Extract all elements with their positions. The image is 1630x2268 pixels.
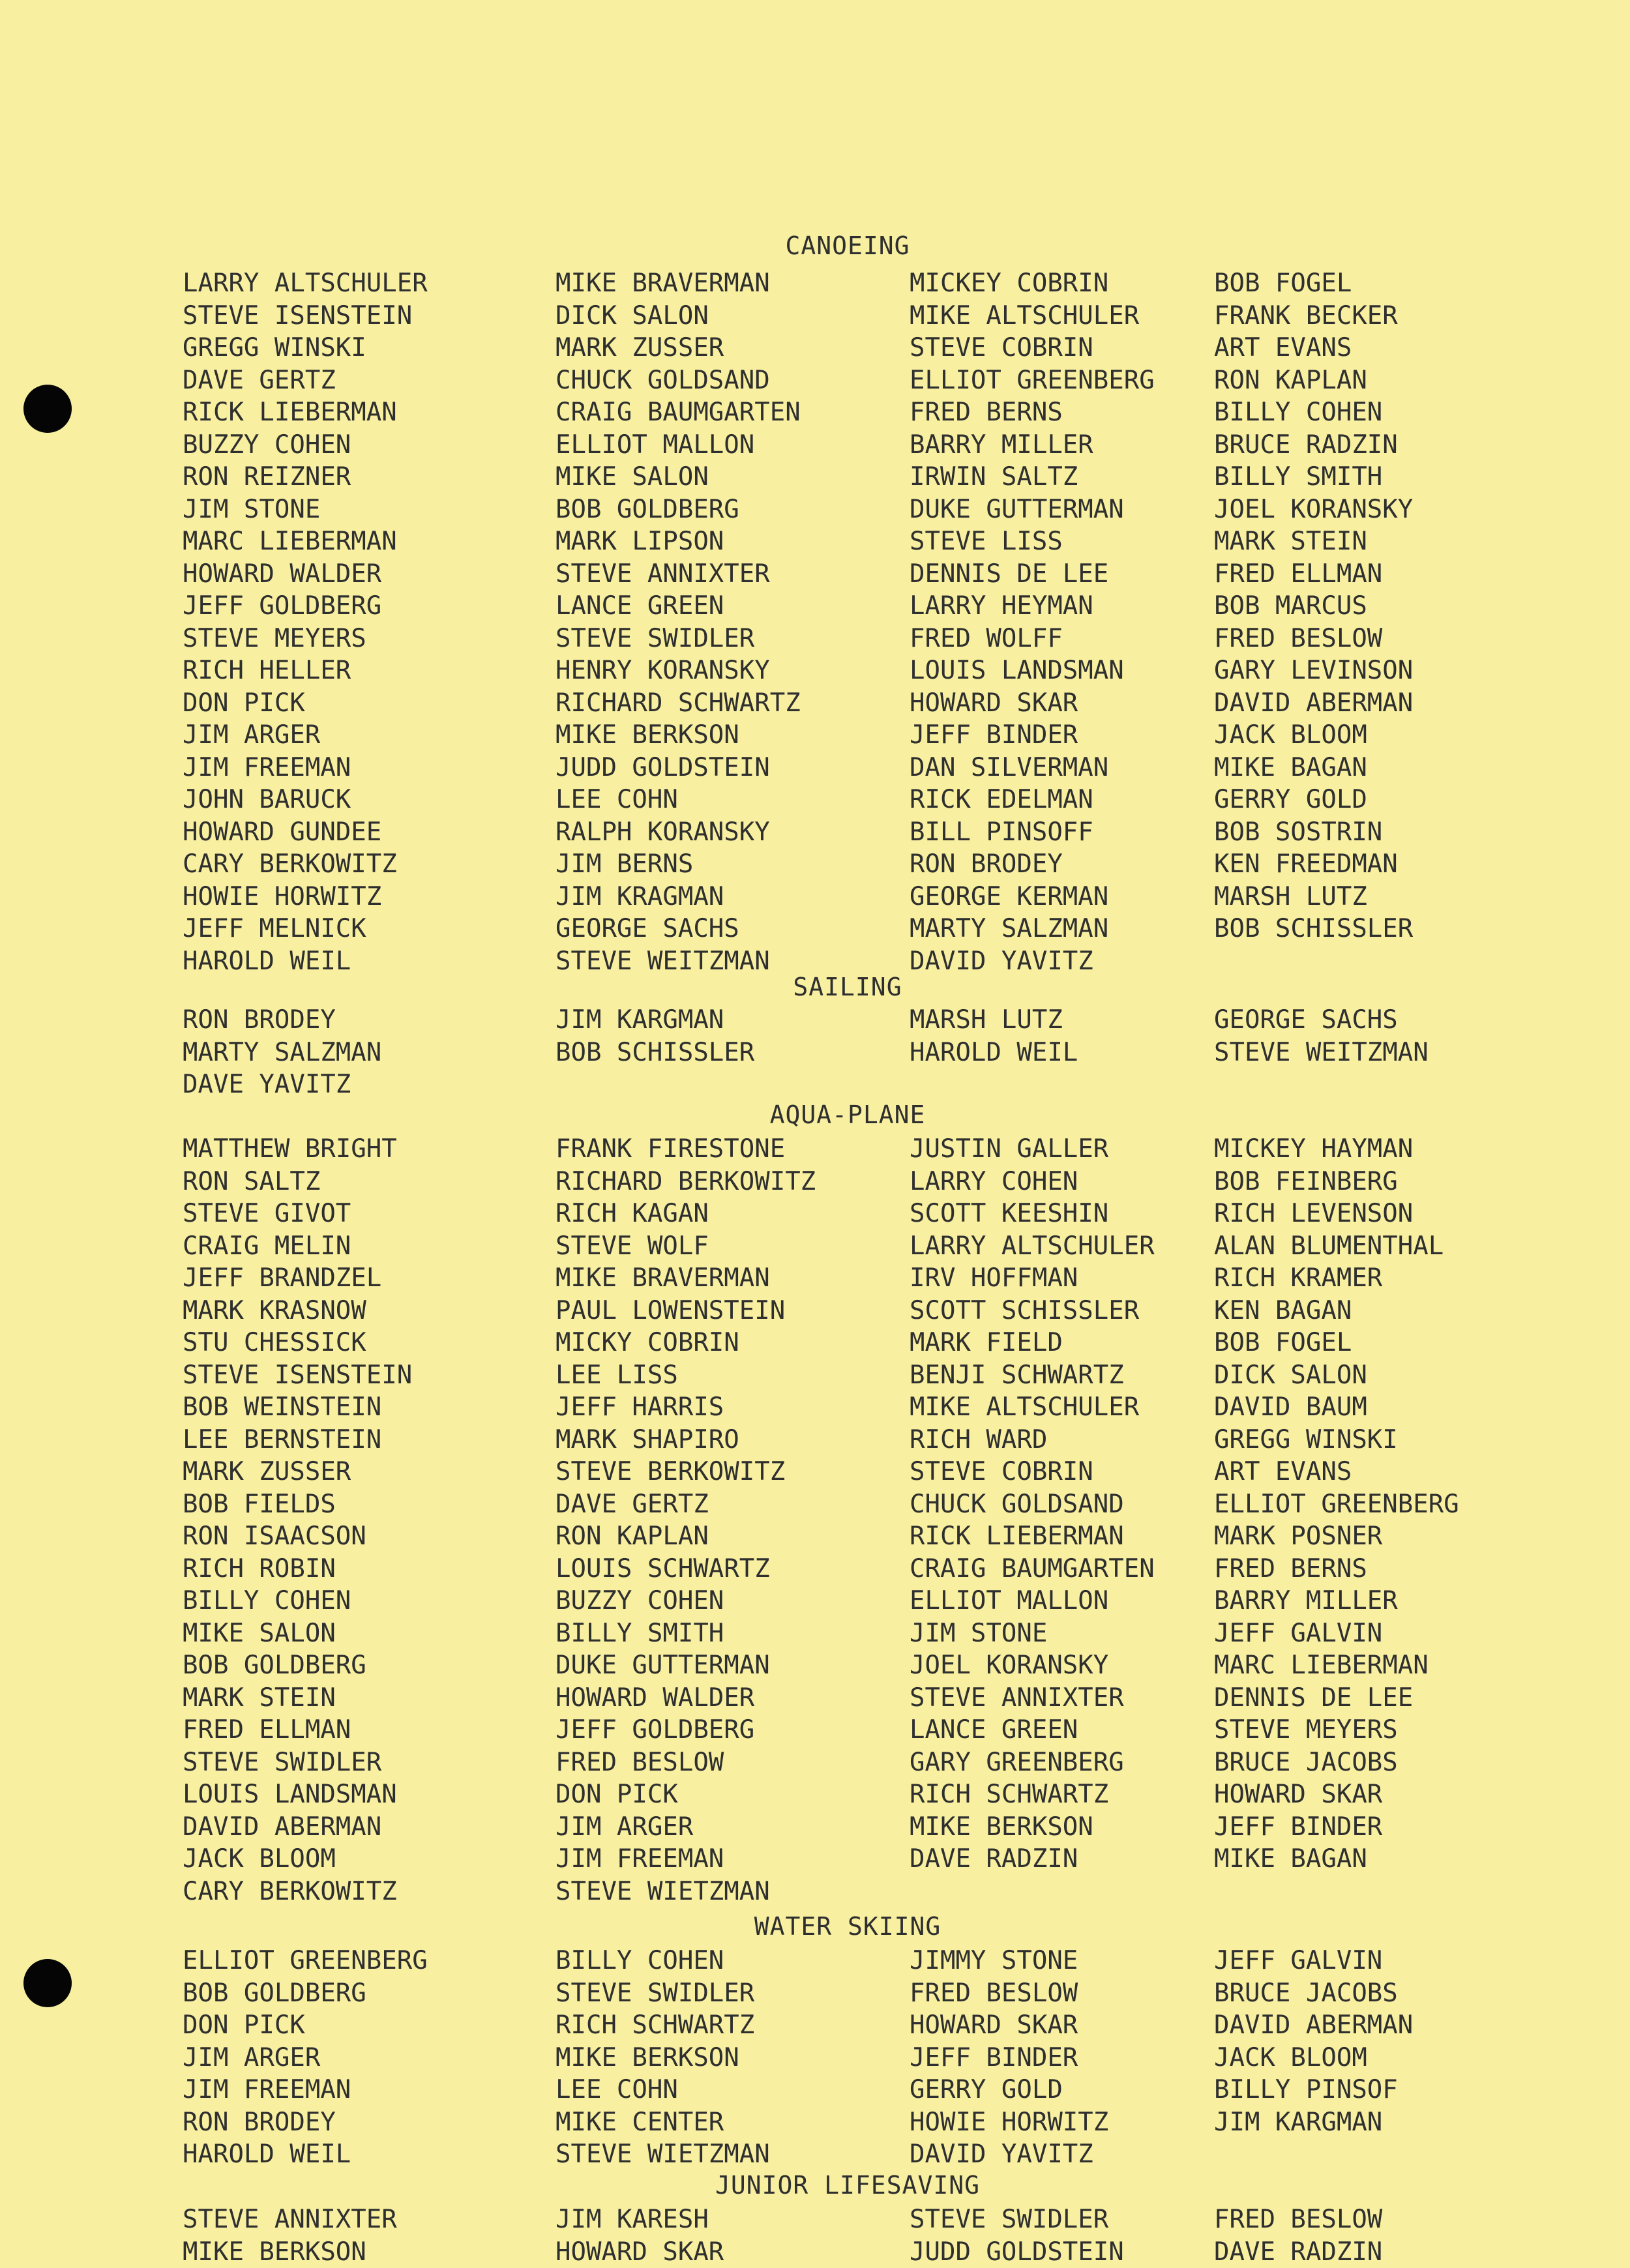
camper-name: BOB FOGEL xyxy=(1214,1327,1566,1359)
camper-name: STEVE SWIDLER xyxy=(910,2203,1262,2236)
camper-name: MICKEY HAYMAN xyxy=(1214,1133,1566,1166)
camper-name: MIKE BRAVERMAN xyxy=(556,1262,908,1295)
camper-name: STEVE GIVOT xyxy=(183,1198,535,1230)
camper-name: RICK LIEBERMAN xyxy=(183,396,535,429)
camper-name: LARRY COHEN xyxy=(910,1166,1262,1198)
camper-name: MIKE BERKSON xyxy=(183,2236,535,2268)
camper-name: BARRY MILLER xyxy=(1214,1585,1566,1617)
camper-name: JOEL KORANSKY xyxy=(1214,493,1566,526)
camper-name: JIM FREEMAN xyxy=(556,1843,908,1876)
camper-name: HOWARD WALDER xyxy=(556,1682,908,1715)
name-column xyxy=(910,1133,1262,1876)
camper-name: RON BRODEY xyxy=(183,2106,535,2139)
camper-name: LOUIS LANDSMAN xyxy=(183,1778,535,1811)
name-column xyxy=(910,1004,1262,1068)
camper-name: BILLY COHEN xyxy=(556,1945,908,1977)
camper-name: BOB GOLDBERG xyxy=(183,1977,535,2010)
camper-name: STEVE COBRIN xyxy=(910,332,1262,364)
camper-name: JEFF BRANDZEL xyxy=(183,1262,535,1295)
name-column xyxy=(183,1004,535,1101)
camper-name: MIKE ALTSCHULER xyxy=(910,1391,1262,1424)
name-column xyxy=(1214,267,1566,945)
camper-name: ELLIOT GREENBERG xyxy=(183,1945,535,1977)
camper-name: FRED ELLMAN xyxy=(183,1714,535,1746)
camper-name: JEFF GALVIN xyxy=(1214,1617,1566,1650)
camper-name: DAVE YAVITZ xyxy=(183,1068,535,1101)
section-heading: SAILING xyxy=(0,973,1630,1001)
camper-name: MIKE BAGAN xyxy=(1214,752,1566,784)
camper-name: JIM KARGMAN xyxy=(556,1004,908,1037)
camper-name: DAVID ABERMAN xyxy=(183,1811,535,1844)
camper-name: STEVE WIETZMAN xyxy=(556,2138,908,2171)
camper-name: MARTY SALZMAN xyxy=(183,1037,535,1069)
camper-name: STEVE WEITZMAN xyxy=(556,945,908,978)
camper-name: RON SALTZ xyxy=(183,1166,535,1198)
camper-name: ART EVANS xyxy=(1214,332,1566,364)
camper-name: HOWIE HORWITZ xyxy=(183,881,535,913)
camper-name: FRED BESLOW xyxy=(556,1746,908,1779)
camper-name: JIM BERNS xyxy=(556,848,908,881)
camper-name: RON ISAACSON xyxy=(183,1520,535,1553)
camper-name: BILL PINSOFF xyxy=(910,816,1262,849)
camper-name: SCOTT KEESHIN xyxy=(910,1198,1262,1230)
camper-name: RICK EDELMAN xyxy=(910,784,1262,816)
camper-name: JEFF BINDER xyxy=(1214,1811,1566,1844)
camper-name: LEE LISS xyxy=(556,1359,908,1392)
camper-name: DENNIS DE LEE xyxy=(1214,1682,1566,1715)
camper-name: JEFF BINDER xyxy=(910,2042,1262,2074)
camper-name: STEVE WOLF xyxy=(556,1230,908,1263)
camper-name: RICH LEVENSON xyxy=(1214,1198,1566,1230)
camper-name: RICK LIEBERMAN xyxy=(910,1520,1262,1553)
camper-name: DUKE GUTTERMAN xyxy=(910,493,1262,526)
camper-name: STEVE ANNIXTER xyxy=(183,2203,535,2236)
camper-name: LOUIS SCHWARTZ xyxy=(556,1553,908,1585)
camper-name: JUDD GOLDSTEIN xyxy=(910,2236,1262,2268)
camper-name: HAROLD WEIL xyxy=(910,1037,1262,1069)
camper-name: JIM FREEMAN xyxy=(183,2074,535,2106)
camper-name: MARK STEIN xyxy=(1214,525,1566,558)
camper-name: JIM FREEMAN xyxy=(183,752,535,784)
camper-name: LARRY ALTSCHULER xyxy=(910,1230,1262,1263)
name-column xyxy=(910,2203,1262,2268)
camper-name: HOWARD WALDER xyxy=(183,558,535,591)
camper-name: LANCE GREEN xyxy=(556,590,908,623)
camper-name: FRED BERNS xyxy=(910,396,1262,429)
camper-name: ALAN BLUMENTHAL xyxy=(1214,1230,1566,1263)
camper-name: STEVE BERKOWITZ xyxy=(556,1456,908,1488)
camper-name: JEFF GOLDBERG xyxy=(183,590,535,623)
camper-name: MARC LIEBERMAN xyxy=(183,525,535,558)
camper-name: DAVID YAVITZ xyxy=(910,945,1262,978)
camper-name: DAVE GERTZ xyxy=(183,364,535,397)
camper-name: RICH SCHWARTZ xyxy=(556,2009,908,2042)
camper-name: FRED BESLOW xyxy=(1214,623,1566,655)
camper-name: FRED BESLOW xyxy=(910,1977,1262,2010)
camper-name: RON BRODEY xyxy=(910,848,1262,881)
camper-name: CHUCK GOLDSAND xyxy=(910,1488,1262,1521)
camper-name: STEVE ISENSTEIN xyxy=(183,1359,535,1392)
camper-name: MARK ZUSSER xyxy=(556,332,908,364)
camper-name: CRAIG MELIN xyxy=(183,1230,535,1263)
camper-name: STEVE WIETZMAN xyxy=(556,1876,908,1908)
camper-name: HOWARD SKAR xyxy=(910,2009,1262,2042)
camper-name: HOWIE HORWITZ xyxy=(910,2106,1262,2139)
camper-name: LEE COHN xyxy=(556,2074,908,2106)
camper-name: STEVE LISS xyxy=(910,525,1262,558)
camper-name: DON PICK xyxy=(556,1778,908,1811)
camper-name: BRUCE RADZIN xyxy=(1214,429,1566,462)
camper-name: LEE COHN xyxy=(556,784,908,816)
camper-name: GARY LEVINSON xyxy=(1214,655,1566,687)
camper-name: JIM KRAGMAN xyxy=(556,881,908,913)
camper-name: MICKY COBRIN xyxy=(556,1327,908,1359)
name-column xyxy=(910,1945,1262,2171)
camper-name: JIM STONE xyxy=(183,493,535,526)
name-column xyxy=(1214,1133,1566,1876)
section-heading: JUNIOR LIFESAVING xyxy=(0,2171,1630,2200)
section-heading: AQUA-PLANE xyxy=(0,1100,1630,1129)
camper-name: BOB GOLDBERG xyxy=(556,493,908,526)
camper-name: LARRY ALTSCHULER xyxy=(183,267,535,300)
camper-name: BOB FEINBERG xyxy=(1214,1166,1566,1198)
camper-name: JEFF HARRIS xyxy=(556,1391,908,1424)
camper-name: FRED WOLFF xyxy=(910,623,1262,655)
camper-name: ART EVANS xyxy=(1214,1456,1566,1488)
camper-name: BILLY COHEN xyxy=(183,1585,535,1617)
camper-name: MIKE BERKSON xyxy=(556,2042,908,2074)
camper-name: MIKE BRAVERMAN xyxy=(556,267,908,300)
camper-name: BUZZY COHEN xyxy=(556,1585,908,1617)
camper-name: RICH HELLER xyxy=(183,655,535,687)
camper-name: DAVE RADZIN xyxy=(910,1843,1262,1876)
camper-name: IRWIN SALTZ xyxy=(910,461,1262,493)
camper-name: BRUCE JACOBS xyxy=(1214,1746,1566,1779)
camper-name: JEFF MELNICK xyxy=(183,913,535,945)
camper-name: GEORGE SACHS xyxy=(556,913,908,945)
name-column xyxy=(1214,1004,1566,1068)
camper-name: JIM ARGER xyxy=(183,719,535,752)
camper-name: STEVE ANNIXTER xyxy=(556,558,908,591)
camper-name: DUKE GUTTERMAN xyxy=(556,1649,908,1682)
camper-name: MICKEY COBRIN xyxy=(910,267,1262,300)
camper-name: DAVID YAVITZ xyxy=(910,2138,1262,2171)
camper-name: MARC LIEBERMAN xyxy=(1214,1649,1566,1682)
camper-name: DAVE RADZIN xyxy=(1214,2236,1566,2268)
section-heading: WATER SKIING xyxy=(0,1912,1630,1941)
camper-name: STEVE MEYERS xyxy=(183,623,535,655)
camper-name: MARK POSNER xyxy=(1214,1520,1566,1553)
camper-name: JEFF BINDER xyxy=(910,719,1262,752)
camper-name: DICK SALON xyxy=(1214,1359,1566,1392)
camper-name: JOEL KORANSKY xyxy=(910,1649,1262,1682)
camper-name: MARK ZUSSER xyxy=(183,1456,535,1488)
camper-name: PAUL LOWENSTEIN xyxy=(556,1295,908,1327)
camper-name: GERRY GOLD xyxy=(1214,784,1566,816)
camper-name: DENNIS DE LEE xyxy=(910,558,1262,591)
camper-name: CRAIG BAUMGARTEN xyxy=(910,1553,1262,1585)
camper-name: STEVE SWIDLER xyxy=(183,1746,535,1779)
camper-name: CARY BERKOWITZ xyxy=(183,1876,535,1908)
camper-name: FRED BESLOW xyxy=(1214,2203,1566,2236)
camper-name: CHUCK GOLDSAND xyxy=(556,364,908,397)
camper-name: STEVE ANNIXTER xyxy=(910,1682,1262,1715)
camper-name: MIKE BAGAN xyxy=(1214,1843,1566,1876)
name-column xyxy=(183,1945,535,2171)
camper-name: JOHN BARUCK xyxy=(183,784,535,816)
camper-name: BILLY COHEN xyxy=(1214,396,1566,429)
camper-name: BRUCE JACOBS xyxy=(1214,1977,1566,2010)
camper-name: MIKE BERKSON xyxy=(556,719,908,752)
name-column xyxy=(910,267,1262,977)
camper-name: STEVE COBRIN xyxy=(910,1456,1262,1488)
camper-name: RICHARD SCHWARTZ xyxy=(556,687,908,720)
camper-name: BOB FIELDS xyxy=(183,1488,535,1521)
camper-name: JIM KARGMAN xyxy=(1214,2106,1566,2139)
camper-name: RICH KRAMER xyxy=(1214,1262,1566,1295)
camper-name: JIM ARGER xyxy=(183,2042,535,2074)
camper-name: RON REIZNER xyxy=(183,461,535,493)
camper-name: LOUIS LANDSMAN xyxy=(910,655,1262,687)
name-column xyxy=(556,267,908,977)
camper-name: BARRY MILLER xyxy=(910,429,1262,462)
camper-name: STEVE SWIDLER xyxy=(556,1977,908,2010)
camper-name: STU CHESSICK xyxy=(183,1327,535,1359)
camper-name: DAVE GERTZ xyxy=(556,1488,908,1521)
name-column xyxy=(183,1133,535,1907)
camper-name: STEVE WEITZMAN xyxy=(1214,1037,1566,1069)
camper-name: DICK SALON xyxy=(556,300,908,332)
camper-name: HOWARD SKAR xyxy=(556,2236,908,2268)
camper-name: GARY GREENBERG xyxy=(910,1746,1262,1779)
camper-name: BOB SCHISSLER xyxy=(1214,913,1566,945)
camper-name: HOWARD SKAR xyxy=(910,687,1262,720)
camper-name: BILLY PINSOF xyxy=(1214,2074,1566,2106)
camper-name: LANCE GREEN xyxy=(910,1714,1262,1746)
camper-name: JACK BLOOM xyxy=(1214,719,1566,752)
name-column xyxy=(556,1004,908,1068)
camper-name: MIKE SALON xyxy=(556,461,908,493)
camper-name: MARSH LUTZ xyxy=(1214,881,1566,913)
camper-name: JUSTIN GALLER xyxy=(910,1133,1262,1166)
camper-name: MATTHEW BRIGHT xyxy=(183,1133,535,1166)
camper-name: RICH SCHWARTZ xyxy=(910,1778,1262,1811)
camper-name: RALPH KORANSKY xyxy=(556,816,908,849)
camper-name: FRED ELLMAN xyxy=(1214,558,1566,591)
camper-name: RICH KAGAN xyxy=(556,1198,908,1230)
camper-name: GEORGE SACHS xyxy=(1214,1004,1566,1037)
camper-name: HAROLD WEIL xyxy=(183,945,535,978)
camper-name: JEFF GOLDBERG xyxy=(556,1714,908,1746)
camper-name: RICHARD BERKOWITZ xyxy=(556,1166,908,1198)
camper-name: BOB SCHISSLER xyxy=(556,1037,908,1069)
camper-name: BUZZY COHEN xyxy=(183,429,535,462)
camper-name: IRV HOFFMAN xyxy=(910,1262,1262,1295)
camper-name: JIMMY STONE xyxy=(910,1945,1262,1977)
camper-name: BILLY SMITH xyxy=(556,1617,908,1650)
punch-hole-top xyxy=(23,385,72,433)
camper-name: BOB WEINSTEIN xyxy=(183,1391,535,1424)
camper-name: HAROLD WEIL xyxy=(183,2138,535,2171)
camper-name: HOWARD SKAR xyxy=(1214,1778,1566,1811)
name-column xyxy=(556,1133,908,1907)
camper-name: GREGG WINSKI xyxy=(183,332,535,364)
name-column xyxy=(1214,1945,1566,2138)
name-column xyxy=(556,1945,908,2171)
section-heading: CANOEING xyxy=(0,231,1630,260)
camper-name: KEN FREEDMAN xyxy=(1214,848,1566,881)
camper-name: MARK SHAPIRO xyxy=(556,1424,908,1456)
camper-name: RON KAPLAN xyxy=(556,1520,908,1553)
camper-name: JEFF GALVIN xyxy=(1214,1945,1566,1977)
camper-name: DAVID ABERMAN xyxy=(1214,687,1566,720)
camper-name: GREGG WINSKI xyxy=(1214,1424,1566,1456)
camper-name: FRED BERNS xyxy=(1214,1553,1566,1585)
camper-name: HOWARD GUNDEE xyxy=(183,816,535,849)
camper-name: RICH ROBIN xyxy=(183,1553,535,1585)
camper-name: DON PICK xyxy=(183,2009,535,2042)
camper-name: BOB GOLDBERG xyxy=(183,1649,535,1682)
camper-name: CRAIG BAUMGARTEN xyxy=(556,396,908,429)
camper-name: JIM STONE xyxy=(910,1617,1262,1650)
name-column xyxy=(183,2203,535,2268)
camper-name: RICH WARD xyxy=(910,1424,1262,1456)
camper-name: BOB MARCUS xyxy=(1214,590,1566,623)
camper-name: GEORGE KERMAN xyxy=(910,881,1262,913)
camper-name: STEVE ISENSTEIN xyxy=(183,300,535,332)
camper-name: LEE BERNSTEIN xyxy=(183,1424,535,1456)
camper-name: MARK STEIN xyxy=(183,1682,535,1715)
camper-name: RON KAPLAN xyxy=(1214,364,1566,397)
camper-name: MIKE ALTSCHULER xyxy=(910,300,1262,332)
camper-name: MARK LIPSON xyxy=(556,525,908,558)
camper-name: FRANK FIRESTONE xyxy=(556,1133,908,1166)
camper-name: ELLIOT MALLON xyxy=(910,1585,1262,1617)
camper-name: JACK BLOOM xyxy=(1214,2042,1566,2074)
camper-name: MARK KRASNOW xyxy=(183,1295,535,1327)
punch-hole-bottom xyxy=(23,1959,72,2007)
camper-name: JUDD GOLDSTEIN xyxy=(556,752,908,784)
name-column xyxy=(556,2203,908,2268)
camper-name: BILLY SMITH xyxy=(1214,461,1566,493)
camper-name: SCOTT SCHISSLER xyxy=(910,1295,1262,1327)
camper-name: STEVE MEYERS xyxy=(1214,1714,1566,1746)
camper-name: STEVE SWIDLER xyxy=(556,623,908,655)
camper-name: KEN BAGAN xyxy=(1214,1295,1566,1327)
camper-name: ELLIOT GREENBERG xyxy=(1214,1488,1566,1521)
camper-name: DAVID BAUM xyxy=(1214,1391,1566,1424)
camper-name: LARRY HEYMAN xyxy=(910,590,1262,623)
camper-name: BOB FOGEL xyxy=(1214,267,1566,300)
camper-name: MARSH LUTZ xyxy=(910,1004,1262,1037)
name-column xyxy=(183,267,535,977)
camper-name: DAVID ABERMAN xyxy=(1214,2009,1566,2042)
camper-name: DAN SILVERMAN xyxy=(910,752,1262,784)
camper-name: JACK BLOOM xyxy=(183,1843,535,1876)
camper-name: JIM KARESH xyxy=(556,2203,908,2236)
name-column xyxy=(1214,2203,1566,2268)
camper-name: RON BRODEY xyxy=(183,1004,535,1037)
camper-name: MARTY SALZMAN xyxy=(910,913,1262,945)
camper-name: GERRY GOLD xyxy=(910,2074,1262,2106)
camper-name: JIM ARGER xyxy=(556,1811,908,1844)
camper-name: MIKE CENTER xyxy=(556,2106,908,2139)
camper-name: CARY BERKOWITZ xyxy=(183,848,535,881)
camper-name: FRANK BECKER xyxy=(1214,300,1566,332)
camper-name: HENRY KORANSKY xyxy=(556,655,908,687)
camper-name: BENJI SCHWARTZ xyxy=(910,1359,1262,1392)
camper-name: MIKE BERKSON xyxy=(910,1811,1262,1844)
camper-name: BOB SOSTRIN xyxy=(1214,816,1566,849)
camper-name: DON PICK xyxy=(183,687,535,720)
camper-name: MARK FIELD xyxy=(910,1327,1262,1359)
camper-name: MIKE SALON xyxy=(183,1617,535,1650)
camper-name: ELLIOT MALLON xyxy=(556,429,908,462)
camper-name: ELLIOT GREENBERG xyxy=(910,364,1262,397)
